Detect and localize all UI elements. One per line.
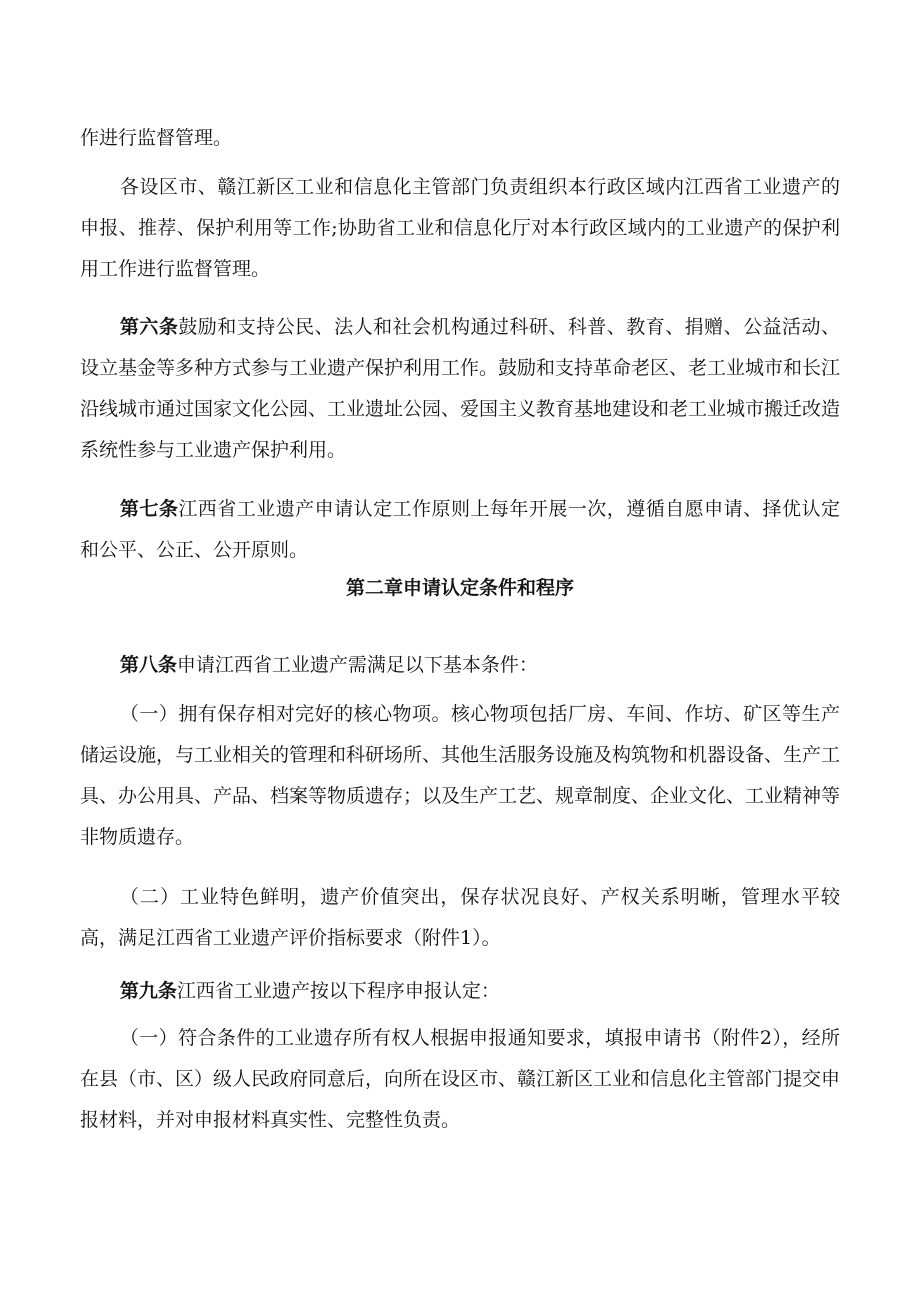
article-label: 第九条 (119, 980, 177, 1002)
article-text: 江西省工业遗产按以下程序申报认定： (176, 980, 500, 1002)
article-label: 第六条 (119, 316, 179, 338)
article-7 (80, 489, 840, 571)
paragraph-text: 作进行监督管理。 (80, 127, 233, 149)
paragraph-continuation (80, 118, 840, 159)
article-text: 江西省工业遗产申请认定工作原则上每年开展一次，遵循自愿申请、择优认定和公平、公正、公开原则。 (80, 498, 840, 561)
paragraph-prefecture-duties (80, 167, 840, 290)
article-text: 申请江西省工业遗产需满足以下基本条件： (176, 654, 538, 676)
article-9 (80, 971, 840, 1012)
condition-2 (80, 877, 840, 959)
paragraph-text: （二）工业特色鲜明，遗产价值突出，保存状况良好、产权关系明晰，管理水平较高，满足江西省工业遗产评价指标要求（附件1）。 (80, 886, 840, 949)
article-6 (80, 307, 840, 471)
paragraph-text: 各设区市、赣江新区工业和信息化主管部门负责组织本行政区域内江西省工业遗产的申报、推荐、保护利用等工作;协助省工业和信息化厅对本行政区域内的工业遗产的保护利用工作进行监督管理。 (80, 176, 840, 280)
article-text: 鼓励和支持公民、法人和社会机构通过科研、科普、教育、捐赠、公益活动、设立基金等多种方式参与工业遗产保护利用工作。鼓励和支持革命老区、老工业城市和长江沿线城市通过国家文化公园、工业遗址公园、爱国主义教育基地建设和老工业城市搬迁改造系统性参与工业遗产保护利用。 (80, 316, 841, 461)
article-label: 第八条 (119, 654, 177, 676)
article-label: 第七条 (119, 498, 179, 520)
condition-1 (80, 694, 840, 858)
paragraph-text: （一）拥有保存相对完好的核心物项。核心物项包括厂房、车间、作坊、矿区等生产储运设施，与工业相关的管理和科研场所、其他生活服务设施及构筑物和机器设备、生产工具、办公用具、产品、档案等物质遗存；以及生产工艺、规章制度、企业文化、工业精神等非物质遗存。 (80, 703, 841, 848)
procedure-1 (80, 1018, 840, 1141)
paragraph-text: （一）符合条件的工业遗存所有权人根据申报通知要求，填报申请书（附件2），经所在县（市、区）级人民政府同意后，向所在设区市、赣江新区工业和信息化主管部门提交申报材料，并对申报材料真实性、完整性负责。 (80, 1027, 841, 1131)
article-8 (80, 645, 840, 686)
chapter-heading: 第二章申请认定条件和程序 (345, 577, 574, 599)
